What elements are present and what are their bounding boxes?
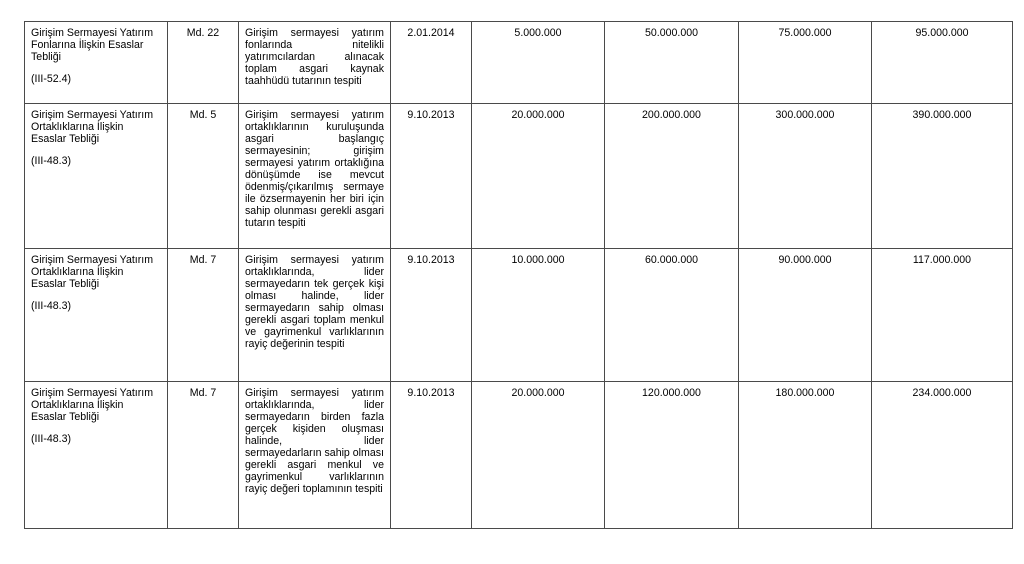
amount-cell: 120.000.000 [605,382,739,529]
amount-cell: 390.000.000 [872,104,1013,249]
regulation-name: Girişim Sermayesi Yatırım Ortaklıklarına İlişkin Esaslar Tebliği [31,254,154,290]
amount-cell: 10.000.000 [472,249,605,382]
amount-cell: 20.000.000 [472,382,605,529]
regulation-cell [25,382,168,529]
amount-cell: 300.000.000 [739,104,872,249]
date-cell: 9.10.2013 [391,249,472,382]
amount-cell: 117.000.000 [872,249,1013,382]
amount-cell: 180.000.000 [739,382,872,529]
regulation-cell [25,249,168,382]
regulation-table [24,21,1013,529]
regulation-code: (III-48.3) [31,433,72,445]
article-cell: Md. 7 [168,382,239,529]
table-row [25,249,1013,382]
regulation-name: Girişim Sermayesi Yatırım Ortaklıklarına İlişkin Esaslar Tebliği [31,387,154,423]
description-cell: Girişim sermayesi yatırım fonlarında nitelikli yatırımcılardan alınacak toplam asgari kaynak taahhüdü tutarının tespiti [239,22,391,104]
amount-cell: 5.000.000 [472,22,605,104]
description-cell: Girişim sermayesi yatırım ortaklıklarında, lider sermayedarın birden fazla gerçek kişiden oluşması halinde, lider sermayedarların sahip olması gerekli asgari menkul ve gayrimenkul varlıklarının rayiç değeri toplamının tespiti [239,382,391,529]
article-cell: Md. 7 [168,249,239,382]
table-row [25,22,1013,104]
regulation-code: (III-48.3) [31,300,72,312]
date-cell: 9.10.2013 [391,382,472,529]
regulation-name: Girişim Sermayesi Yatırım Fonlarına İlişkin Esaslar Tebliği [31,27,154,63]
table-row [25,104,1013,249]
table-row [25,382,1013,529]
article-cell: Md. 5 [168,104,239,249]
date-cell: 2.01.2014 [391,22,472,104]
regulation-name: Girişim Sermayesi Yatırım Ortaklıklarına İlişkin Esaslar Tebliği [31,109,154,145]
amount-cell: 200.000.000 [605,104,739,249]
amount-cell: 75.000.000 [739,22,872,104]
regulation-cell [25,104,168,249]
amount-cell: 95.000.000 [872,22,1013,104]
amount-cell: 60.000.000 [605,249,739,382]
amount-cell: 90.000.000 [739,249,872,382]
amount-cell: 50.000.000 [605,22,739,104]
regulation-code: (III-52.4) [31,73,72,85]
date-cell: 9.10.2013 [391,104,472,249]
regulation-cell [25,22,168,104]
amount-cell: 20.000.000 [472,104,605,249]
description-cell: Girişim sermayesi yatırım ortaklıklarının kuruluşunda asgari başlangıç sermayesinin; girişim sermayesi yatırım ortaklığına dönüşümde ise mevcut ödenmiş/çıkarılmış sermaye ile özsermayenin her biri için sahip olunması gerekli asgari tutarın tespiti [239,104,391,249]
regulation-code: (III-48.3) [31,155,72,167]
description-cell: Girişim sermayesi yatırım ortaklıklarında, lider sermayedarın tek gerçek kişi olması halinde, lider sermayedarın sahip olması gerekli asgari toplam menkul ve gayrimenkul varlıklarının rayiç değerinin tespiti [239,249,391,382]
amount-cell: 234.000.000 [872,382,1013,529]
article-cell: Md. 22 [168,22,239,104]
